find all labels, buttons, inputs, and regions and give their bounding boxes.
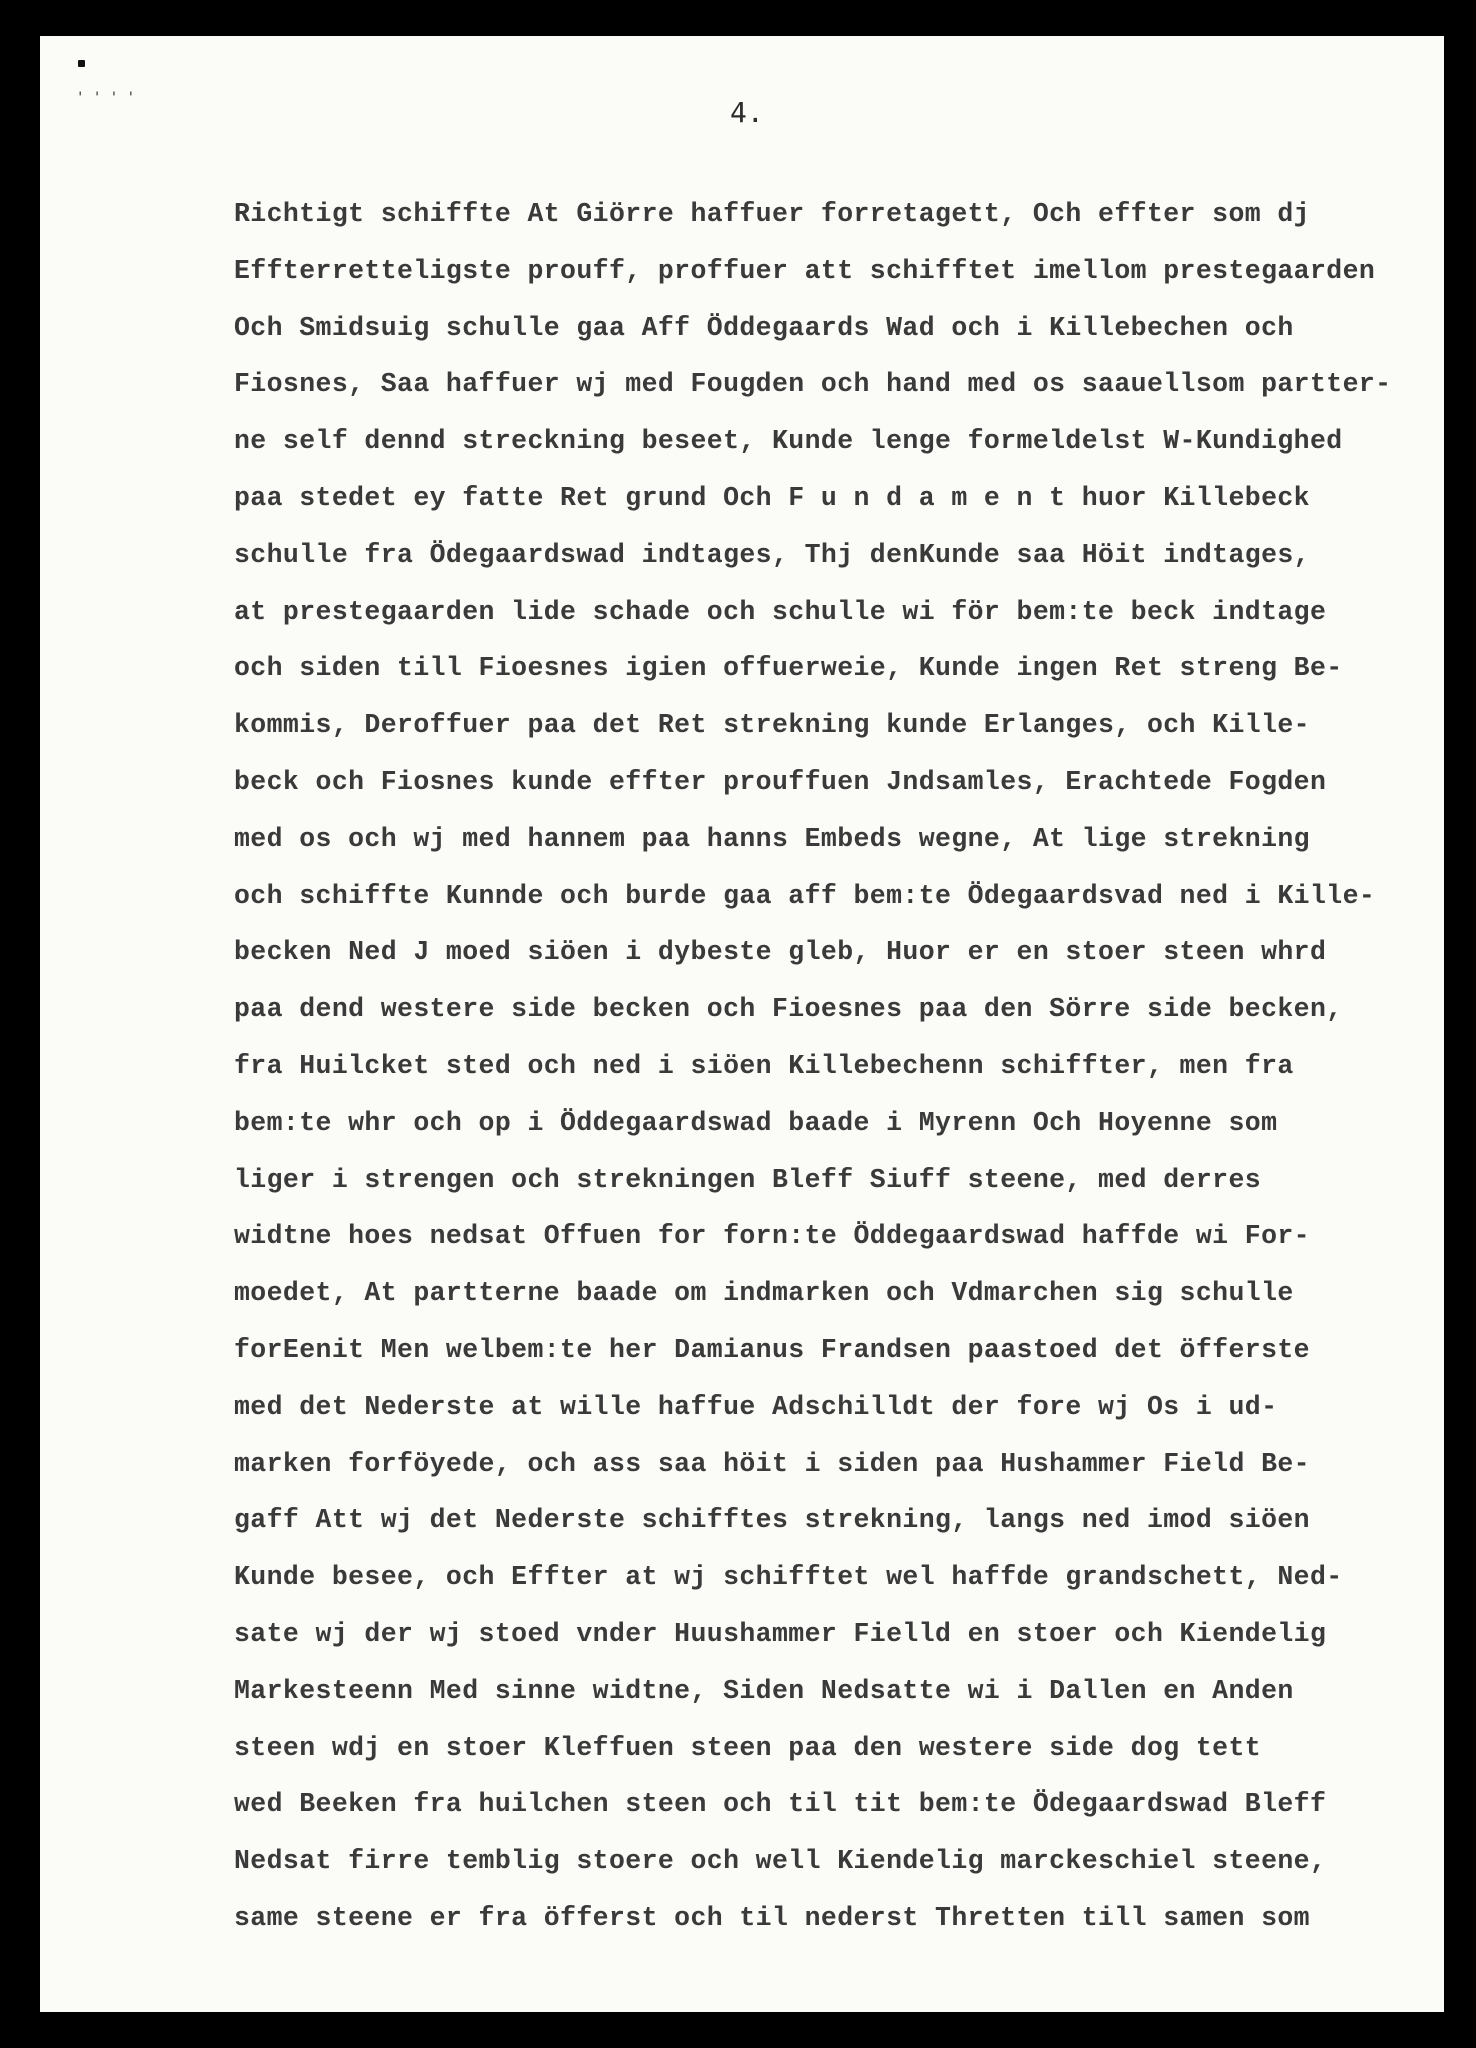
text-line: at prestegaarden lide schade och schulle wi för bem:te beck indtage (234, 596, 1327, 627)
text-line: schulle fra Ödegaardswad indtages, Thj denKunde saa Höit indtages, (234, 539, 1310, 570)
text-line: Markesteenn Med sinne widtne, Siden Nedsatte wi i Dallen en Anden (234, 1675, 1294, 1706)
text-line: Nedsat firre temblig stoere och well Kiendelig marckeschiel steene, (234, 1846, 1327, 1877)
text-line: med det Nederste at wille haffue Adschilldt der fore wj Os i ud- (234, 1391, 1278, 1422)
text-line: steen wdj en stoer Kleffuen steen paa den westere side dog tett (234, 1732, 1262, 1763)
text-line: widtne hoes nedsat Offuen for forn:te Öddegaardswad haffde wi For- (234, 1221, 1310, 1252)
text-line: kommis, Deroffuer paa det Ret strekning kunde Erlanges, och Kille- (234, 710, 1310, 741)
text-line: Effterretteligste prouff, proffuer att schifftet imellom prestegaarden (234, 255, 1376, 286)
margin-marks: ' ' ' ' (76, 90, 136, 106)
text-line: paa stedet ey fatte Ret grund Och F u n d a m e n t huor Killebeck (234, 482, 1310, 513)
page-number: 4. (730, 96, 764, 129)
text-line: sate wj der wj stoed vnder Huushammer Fielld en stoer och Kiendelig (234, 1618, 1327, 1649)
text-line: bem:te whr och op i Öddegaardswad baade i Myrenn Och Hoyenne som (234, 1107, 1278, 1138)
text-line: Fiosnes, Saa haffuer wj med Fougden och hand med os saauellsom partter- (234, 369, 1392, 400)
text-line: med os och wj med hannem paa hanns Embeds wegne, At lige strekning (234, 823, 1310, 854)
text-line: wed Beeken fra huilchen steen och til tit bem:te Ödegaardswad Bleff (234, 1789, 1327, 1820)
text-line: moedet, At partterne baade om indmarken och Vdmarchen sig schulle (234, 1278, 1294, 1309)
text-line: fra Huilcket sted och ned i siöen Killebechenn schiffter, men fra (234, 1050, 1294, 1081)
document-body (234, 186, 1434, 1947)
text-line: och schiffte Kunnde och burde gaa aff bem:te Ödegaardsvad ned i Kille- (234, 880, 1376, 911)
margin-dot (78, 60, 85, 67)
text-line: liger i strengen och strekningen Bleff Siuff steene, med derres (234, 1164, 1262, 1195)
text-line: gaff Att wj det Nederste schifftes strekning, langs ned imod siöen (234, 1505, 1310, 1536)
text-line: och siden till Fioesnes igien offuerweie, Kunde ingen Ret streng Be- (234, 653, 1343, 684)
text-line: Kunde besee, och Effter at wj schifftet wel haffde grandschett, Ned- (234, 1562, 1343, 1593)
text-line: paa dend westere side becken och Fioesnes paa den Sörre side becken, (234, 994, 1343, 1025)
text-line: Och Smidsuig schulle gaa Aff Öddegaards Wad och i Killebechen och (234, 312, 1294, 343)
text-line: marken forföyede, och ass saa höit i siden paa Hushammer Field Be- (234, 1448, 1310, 1479)
text-line: beck och Fiosnes kunde effter prouffuen Jndsamles, Erachtede Fogden (234, 766, 1327, 797)
text-line: same steene er fra öfferst och til nederst Thretten till samen som (234, 1902, 1310, 1933)
text-line: forEenit Men welbem:te her Damianus Frandsen paastoed det öfferste (234, 1334, 1310, 1365)
text-line: ne self dennd streckning beseet, Kunde lenge formeldelst W-Kundighed (234, 426, 1343, 457)
text-line: Richtigt schiffte At Giörre haffuer forretagett, Och effter som dj (234, 199, 1310, 229)
text-line: becken Ned J moed siöen i dybeste gleb, Huor er en stoer steen whrd (234, 937, 1327, 968)
